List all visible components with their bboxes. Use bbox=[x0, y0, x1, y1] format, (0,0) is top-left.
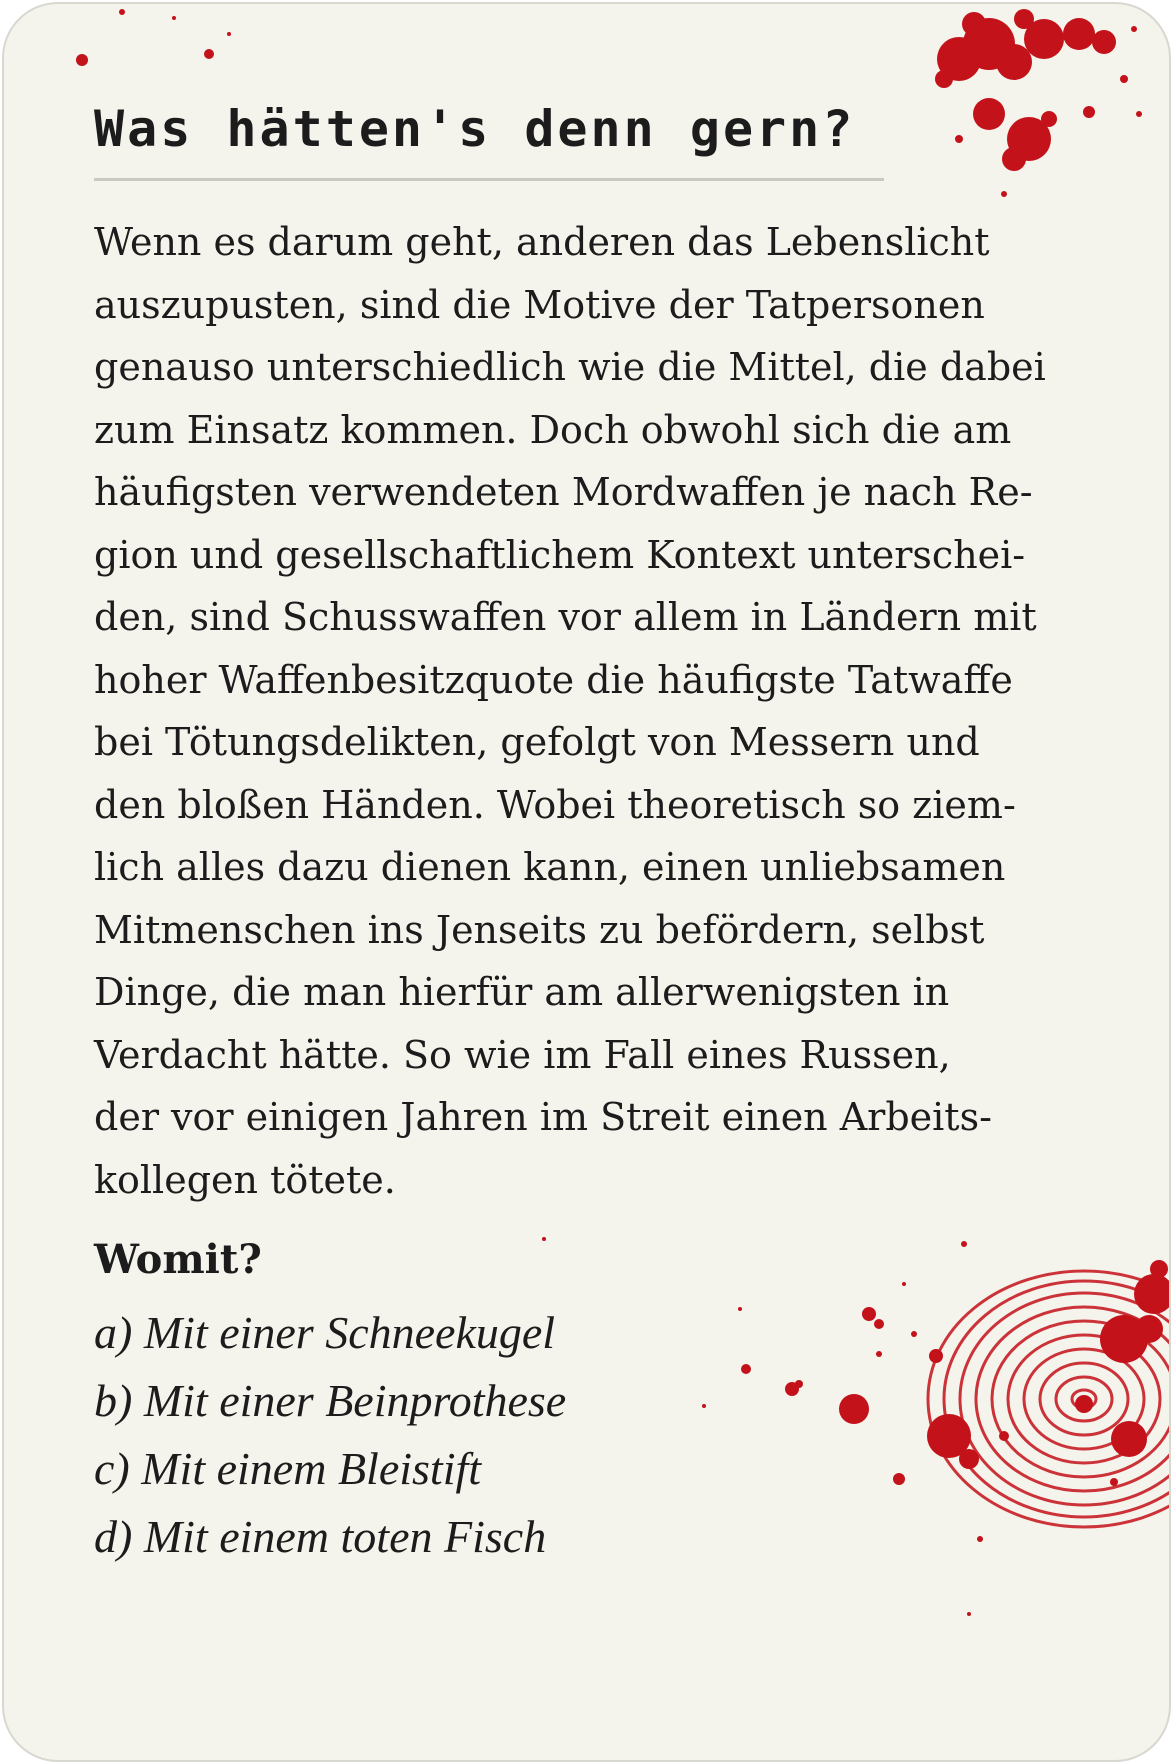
quiz-card bbox=[2, 2, 1171, 1762]
answer-option-d: d) Mit einem toten Fisch bbox=[94, 1511, 547, 1562]
answer-option-a: a) Mit einer Schneekugel bbox=[94, 1307, 556, 1358]
question-heading: Womit? bbox=[94, 1236, 262, 1283]
story-line: hoher Waffenbesitzquote die häufigste Tatwaffe bbox=[94, 657, 1013, 702]
story-line: gion und gesellschaftlichem Kontext unterschei- bbox=[94, 532, 1026, 577]
story-line: Verdacht hätte. So wie im Fall eines Russen, bbox=[94, 1032, 951, 1077]
story-line: auszupusten, sind die Motive der Tatpersonen bbox=[94, 282, 985, 327]
title-underline bbox=[94, 178, 884, 181]
story-line: den bloßen Händen. Wobei theoretisch so ziem- bbox=[94, 782, 1016, 827]
answer-option-c: c) Mit einem Bleistift bbox=[94, 1443, 482, 1494]
story-paragraph bbox=[94, 211, 1094, 1211]
answer-option-b: b) Mit einer Beinprothese bbox=[94, 1375, 567, 1426]
story-line: kollegen tötete. bbox=[94, 1157, 396, 1202]
story-line: genauso unterschiedlich wie die Mittel, die dabei bbox=[94, 345, 1046, 389]
story-line: zum Einsatz kommen. Doch obwohl sich die am bbox=[94, 407, 1012, 452]
story-line: der vor einigen Jahren im Streit einen Arbeits- bbox=[94, 1095, 992, 1139]
bloody-fingerprint-bottom-right bbox=[542, 1237, 1169, 1616]
story-line: Wenn es darum geht, anderen das Lebenslicht bbox=[94, 220, 990, 264]
answer-list bbox=[94, 1299, 566, 1571]
story-line: Mitmenschen ins Jenseits zu befördern, selbst bbox=[94, 907, 985, 952]
story-line: häufigsten verwendeten Mordwaffen je nach Re- bbox=[94, 470, 1033, 514]
story-line: bei Tötungsdelikten, gefolgt von Messern und bbox=[94, 720, 980, 764]
card-title: Was hätten's denn gern? bbox=[94, 100, 856, 158]
story-line: Dinge, die man hierfür am allerwenigsten in bbox=[94, 970, 950, 1014]
story-line: lich alles dazu dienen kann, einen unliebsamen bbox=[94, 845, 1006, 889]
blood-splatter-top-right bbox=[935, 9, 1142, 197]
blood-splatter-top-left bbox=[76, 9, 231, 66]
story-line: den, sind Schusswaffen vor allem in Ländern mit bbox=[94, 595, 1037, 639]
